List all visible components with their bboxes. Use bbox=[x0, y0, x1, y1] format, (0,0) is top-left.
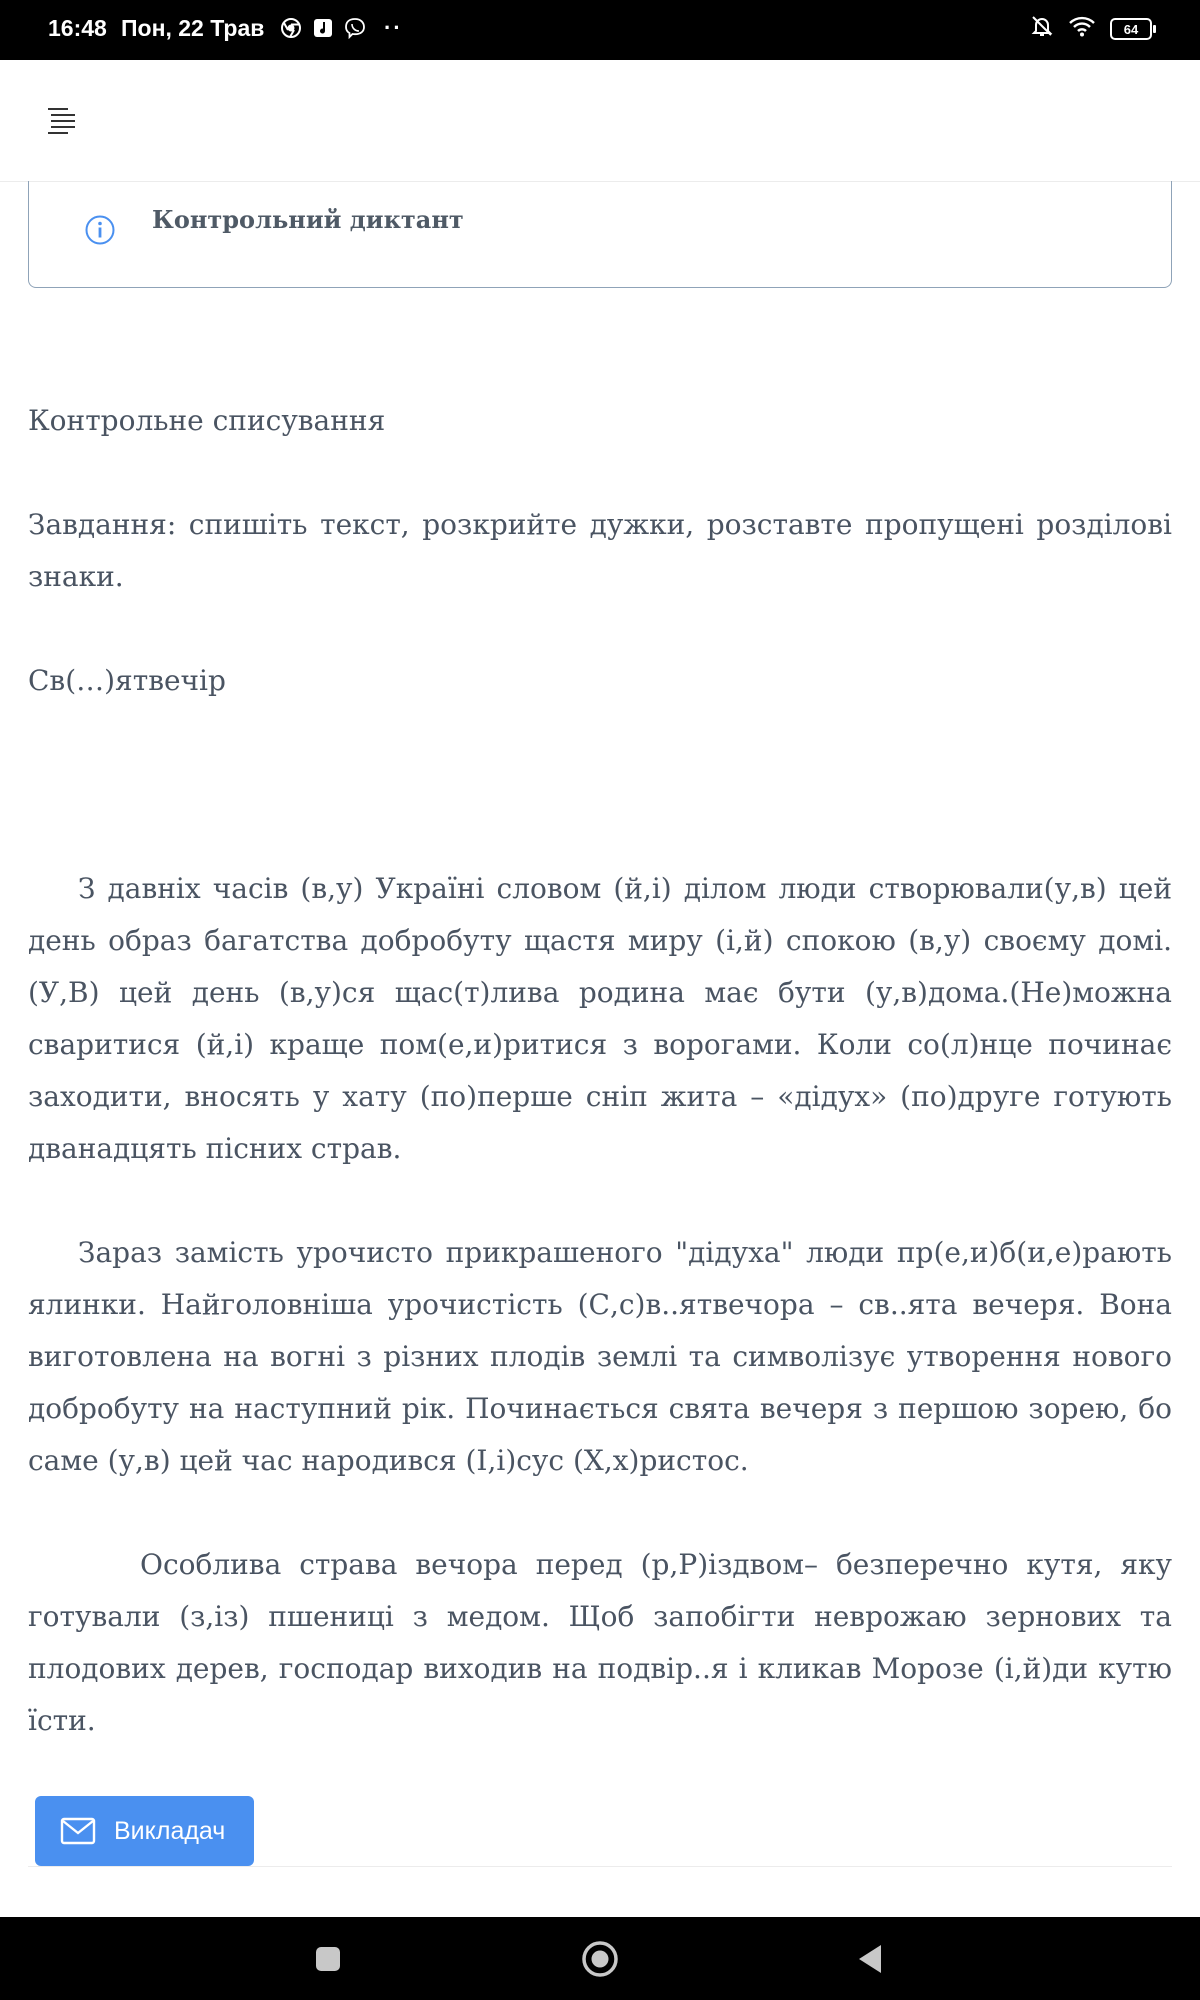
battery-icon: 64 bbox=[1110, 18, 1152, 40]
recents-button[interactable] bbox=[306, 1937, 350, 1981]
paragraph-1: З давніх часів (в,у) Україні словом (й,і) ділом люди створювали(у,в) цей день образ багатства добробуту щастя миру (і,й) спокою (в,у) своєму домі. (У,В) цей день (в,у)ся щас(т)лива родина має бути (у,в)дома.(Не)можна сваритися (й,і) краще пом(е,и)ритися з ворогами. Коли со(л)нце починає заходити, вносять у хату (по)перше сніп жита – «дідух» (по)друге готують дванадцять пісних страв. bbox=[28, 872, 1172, 1165]
menu-button[interactable] bbox=[40, 104, 80, 138]
back-button[interactable] bbox=[848, 1937, 892, 1981]
lesson-info-card[interactable] bbox=[28, 181, 1172, 288]
home-icon bbox=[581, 1940, 619, 1978]
status-bar bbox=[0, 0, 1200, 60]
recents-icon bbox=[314, 1945, 342, 1973]
lesson-content bbox=[28, 395, 1172, 1747]
text-title: Св(…)ятвечір bbox=[28, 664, 226, 697]
paragraph-2: Зараз замість урочисто прикрашеного "дідуха" люди пр(е,и)б(и,е)рають ялинки. Найголовніша урочистість (С,с)в..ятвечора – св..ята вечеря. Вона виготовлена на вогні з різних плодів землі та символізує утворення нового добробуту на наступний рік. Починається свята вечеря з першою зорею, бо саме (у,в) цей час народився (І,і)сус (Х,х)ристос. bbox=[28, 1236, 1172, 1477]
status-date: Пон, 22 Трав bbox=[121, 15, 265, 41]
notification-icons bbox=[280, 15, 403, 41]
task-instructions: Завдання: спишіть текст, розкрийте дужки, розставте пропущені розділові знаки. bbox=[28, 508, 1172, 593]
teacher-button[interactable] bbox=[35, 1796, 254, 1866]
more-notifications-dots: ·· bbox=[384, 15, 403, 40]
navigation-bar bbox=[0, 1917, 1200, 2000]
back-icon bbox=[855, 1943, 885, 1975]
paragraph-3: Особлива страва вечора перед (р,Р)іздвом– безперечно кутя, яку готували (з,із) пшениці з медом. Щоб запобігти неврожаю зернових та плодових дерев, господар виходив на подвір..я і кликав Морозе (і,й)ди кутю їсти. bbox=[28, 1548, 1172, 1737]
wifi-icon bbox=[1068, 15, 1096, 43]
viber-icon bbox=[344, 17, 366, 39]
status-time: 16:48 bbox=[48, 15, 107, 41]
content-heading: Контрольне списування bbox=[28, 404, 386, 437]
info-icon bbox=[84, 214, 116, 246]
home-button[interactable] bbox=[578, 1937, 622, 1981]
card-title: Контрольний диктант bbox=[152, 205, 464, 234]
system-icons bbox=[1030, 14, 1152, 44]
teacher-button-label: Викладач bbox=[114, 1816, 226, 1845]
menu-icon bbox=[43, 106, 77, 136]
mute-icon bbox=[1030, 14, 1054, 44]
footer-divider bbox=[28, 1866, 1172, 1867]
chrome-icon bbox=[280, 17, 302, 39]
mail-icon bbox=[60, 1817, 96, 1845]
app-header bbox=[0, 60, 1200, 182]
music-app-icon bbox=[312, 17, 334, 39]
